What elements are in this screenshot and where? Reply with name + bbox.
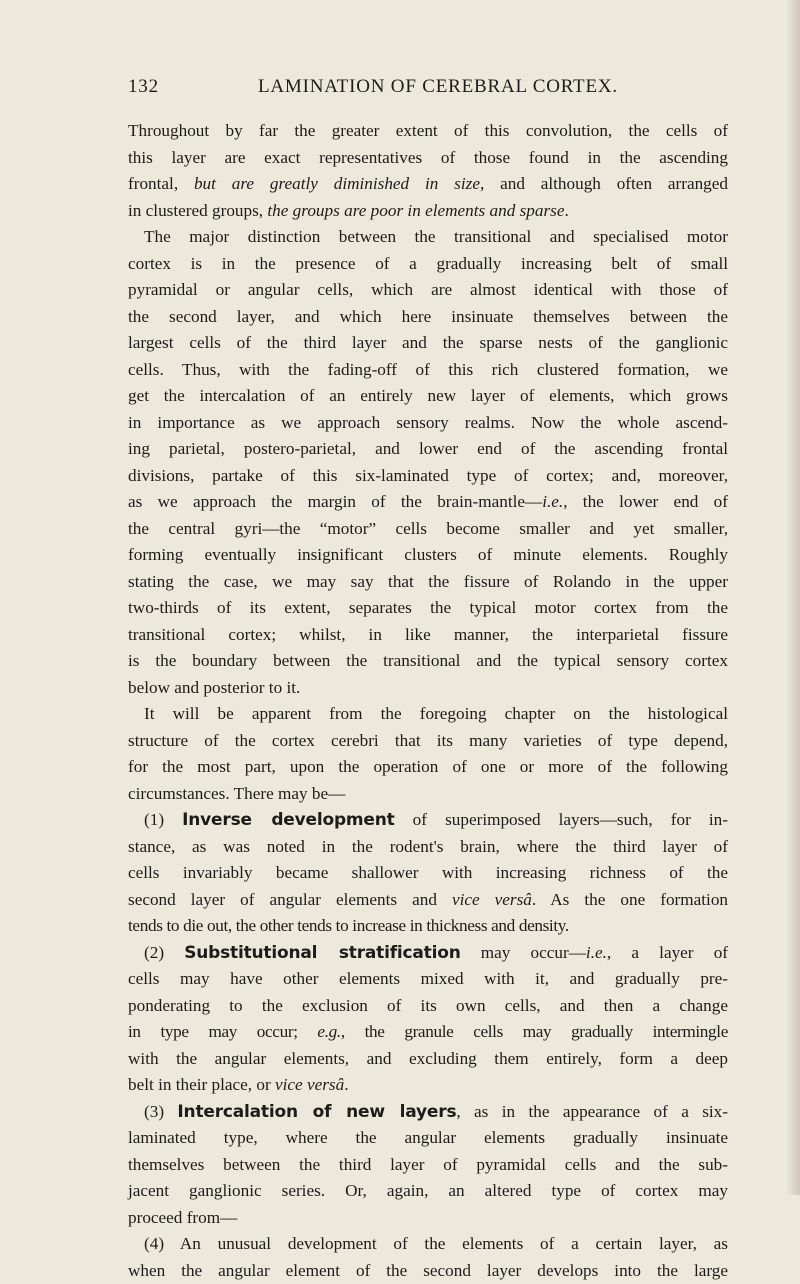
text-line: divisions, partake of this six-laminated type of cortex; and, moreover, <box>128 463 728 490</box>
text-line: stating the case, we may say that the fissure of Rolando in the upper <box>128 569 728 596</box>
text-line: two-thirds of its extent, separates the typical motor cortex from the <box>128 595 728 622</box>
text-line: cells. Thus, with the fading-off of this rich clustered formation, we <box>128 357 728 384</box>
text-line: below and posterior to it. <box>128 675 728 702</box>
text-line: jacent ganglionic series. Or, again, an altered type of cortex may <box>128 1178 728 1205</box>
text-line: largest cells of the third layer and the sparse nests of the ganglionic <box>128 330 728 357</box>
text-line: transitional cortex; whilst, in like manner, the interparietal fissure <box>128 622 728 649</box>
text-line: belt in their place, or vice versâ. <box>128 1072 728 1099</box>
text-line: tends to die out, the other tends to increase in thickness and density. <box>128 913 728 940</box>
text-line: themselves between the third layer of pyramidal cells and the sub- <box>128 1152 728 1179</box>
running-title: LAMINATION OF CEREBRAL CORTEX. <box>258 76 618 98</box>
text-line: the second layer, and which here insinuate themselves between the <box>128 304 728 331</box>
text-line: is the boundary between the transitional and the typical sensory cortex <box>128 648 728 675</box>
text-line: stance, as was noted in the rodent's brain, where the third layer of <box>128 834 728 861</box>
text-line: forming eventually insignificant clusters of minute elements. Roughly <box>128 542 728 569</box>
text-line: when the angular element of the second layer develops into the large <box>128 1258 728 1284</box>
item-heading: Intercalation of new layers <box>177 1102 456 1122</box>
text-line: The major distinction between the transitional and specialised motor <box>128 224 728 251</box>
page-edge-shadow <box>786 0 800 1195</box>
text-line: Throughout by far the greater extent of this convolution, the cells of <box>128 118 728 145</box>
text-line: cells may have other elements mixed with it, and gradually pre- <box>128 966 728 993</box>
text-line: circumstances. There may be— <box>128 781 728 808</box>
text-line: laminated type, where the angular elements gradually insinuate <box>128 1125 728 1152</box>
text-line: as we approach the margin of the brain-mantle—i.e., the lower end of <box>128 489 728 516</box>
item-heading: Substitutional stratification <box>184 943 460 963</box>
page-header <box>128 76 728 102</box>
text-line: get the intercalation of an entirely new layer of elements, which grows <box>128 383 728 410</box>
text-line: the central gyri—the “motor” cells become smaller and yet smaller, <box>128 516 728 543</box>
text-line: in clustered groups, the groups are poor in elements and sparse. <box>128 198 728 225</box>
text-line: cells invariably became shallower with increasing richness of the <box>128 860 728 887</box>
text-line: cortex is in the presence of a gradually increasing belt of small <box>128 251 728 278</box>
text-line: for the most part, upon the operation of one or more of the following <box>128 754 728 781</box>
body-text <box>128 118 728 1284</box>
list-item-unusual-development: (4) An unusual development of the elements of a certain layer, as <box>128 1231 728 1258</box>
text-line: ponderating to the exclusion of its own cells, and then a change <box>128 993 728 1020</box>
text-line: ing parietal, postero-parietal, and lower end of the ascending frontal <box>128 436 728 463</box>
list-item-intercalation: (3) Intercalation of new layers, as in the appearance of a six- <box>128 1099 728 1126</box>
text-line: pyramidal or angular cells, which are almost identical with those of <box>128 277 728 304</box>
text-line: in type may occur; e.g., the granule cells may gradually intermingle <box>128 1019 728 1046</box>
page-number: 132 <box>128 76 159 98</box>
text-line: It will be apparent from the foregoing chapter on the histological <box>128 701 728 728</box>
text-line: frontal, but are greatly diminished in size, and although often arranged <box>128 171 728 198</box>
item-heading: Inverse development <box>182 810 394 830</box>
list-item-inverse-development: (1) Inverse development of superimposed layers—such, for in- <box>128 807 728 834</box>
list-item-substitutional-stratification: (2) Substitutional stratification may occur—i.e., a layer of <box>128 940 728 967</box>
text-line: proceed from— <box>128 1205 728 1232</box>
text-line: second layer of angular elements and vice versâ. As the one formation <box>128 887 728 914</box>
text-line: in importance as we approach sensory realms. Now the whole ascend- <box>128 410 728 437</box>
text-line: with the angular elements, and excluding them entirely, form a deep <box>128 1046 728 1073</box>
text-line: this layer are exact representatives of those found in the ascending <box>128 145 728 172</box>
text-line: structure of the cortex cerebri that its many varieties of type depend, <box>128 728 728 755</box>
